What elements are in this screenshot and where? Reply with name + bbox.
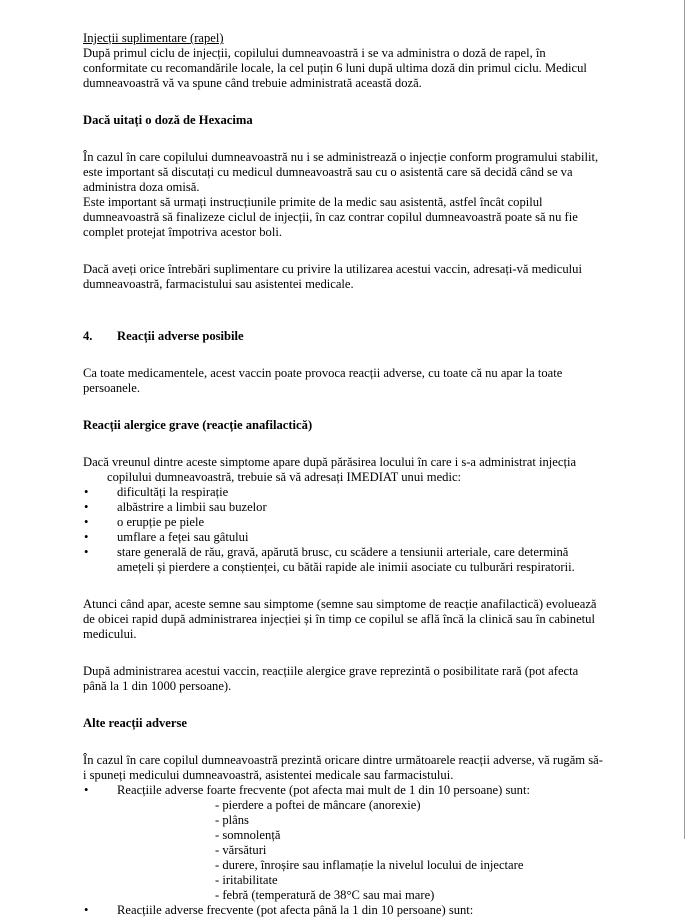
list-item: - somnolență [215, 828, 281, 842]
bullet-icon: • [84, 903, 89, 917]
bullet-icon: • [84, 515, 89, 529]
list-item: - febră (temperatură de 38°C sau mai mare) [215, 888, 435, 902]
bullet-icon: • [84, 545, 89, 559]
bullet-icon: • [84, 500, 89, 514]
common-label: Reacțiile adverse frecvente (pot afecta până la 1 din 10 persoane) sunt: [117, 903, 474, 917]
missed-dose-heading: Dacă uitați o doză de Hexacima [83, 113, 253, 127]
section-number: 4. [83, 329, 93, 343]
other-reactions-intro: În cazul în care copilul dumneavoastră prezintă oricare dintre următoarele reacții adverse, vă rugăm să-i spuneți medicului dumneavoastră, asistentei medicale sau farmacistului. [83, 753, 603, 782]
allergic-heading: Reacții alergice grave (reacție anafilactică) [83, 418, 313, 432]
document-content [83, 31, 603, 918]
list-item: • o erupție pe piele [84, 515, 205, 529]
list-item [83, 903, 603, 918]
very-common-label: Reacțiile adverse foarte frecvente (pot afecta mai mult de 1 din 10 persoane) sunt: [117, 783, 530, 797]
list-item: - vărsături [215, 843, 267, 857]
questions-paragraph: Dacă aveți orice întrebări suplimentare cu privire la utilizarea acestui vaccin, adresați-vă medicului dumneavoastră, farmacistului sau asistentei medicale. [83, 262, 582, 291]
list-item: - pierdere a poftei de mâncare (anorexie) [215, 798, 421, 812]
list-item: - plâns [215, 813, 249, 827]
rapel-paragraph: După primul ciclu de injecții, copilului dumneavoastră i se va administra o doză de rapel, în conformitate cu recomandările locale, la cel puțin 6 luni după ultima doză din primul ciclu. Medicul dumneavoastră vă va spune când trebuie administrată această doză. [83, 46, 587, 90]
bullet-icon: • [84, 485, 89, 499]
list-item: - iritabilitate [215, 873, 278, 887]
allergic-intro: Dacă vreunul dintre aceste simptome apare după părăsirea locului în care i s-a administrat injecția copilului dumneavoastră, trebuie să vă adresați IMEDIAT unui medic: [83, 455, 577, 484]
other-reactions-heading: Alte reacții adverse [83, 716, 187, 730]
allergic-symptom-list [83, 485, 603, 575]
frequency-list [83, 783, 603, 918]
section-4-intro: Ca toate medicamentele, acest vaccin poate provoca reacții adverse, cu toate că nu apar la toate persoanele. [83, 366, 563, 395]
bullet-icon: • [84, 530, 89, 544]
bullet-icon: • [84, 783, 89, 797]
very-common-list [117, 798, 603, 903]
list-item: - durere, înroșire sau inflamație la nivelul locului de injectare [215, 858, 524, 872]
missed-dose-paragraph-1: În cazul în care copilului dumneavoastră nu i se administrează o injecție conform programului stabilit, este important să discutați cu medicul dumneavoastră sau cu o asistentă care să decidă când se va administra doza omisă. [83, 150, 599, 194]
list-item [83, 783, 603, 903]
anaphylaxis-onset-paragraph: Atunci când apar, aceste semne sau simptome (semne sau simptome de reacție anafilactică) evoluează de obicei rapid după administrarea injecției și în timp ce copilul se află încă la clinică sau în cabinetul medicului. [83, 597, 597, 641]
section-title: Reacții adverse posibile [117, 329, 244, 343]
rapel-heading: Injecții suplimentare (rapel) [83, 31, 224, 45]
anaphylaxis-frequency-paragraph: După administrarea acestui vaccin, reacțiile alergice grave reprezintă o posibilitate rară (pot afecta până la 1 din 1000 persoane). [83, 664, 579, 693]
list-item: • stare generală de rău, gravă, apărută brusc, cu scădere a tensiunii arteriale, care determină amețeli și pierdere a conștienței, cu bătăi rapide ale inimii asociate cu tulburări respiratorii. [84, 545, 575, 574]
list-item: • albăstrire a limbii sau buzelor [84, 500, 267, 514]
section-4-heading [83, 329, 603, 344]
missed-dose-paragraph-2: Este important să urmați instrucțiunile primite de la medic sau asistentă, astfel încât copilul dumneavoastră să finalizeze ciclul de injecții, în caz contrar copilul dumneavoastră poate să nu fie complet protejat împotriva acestor boli. [83, 195, 578, 239]
list-item: • dificultăți la respirație [84, 485, 229, 499]
list-item: • umflare a feței sau gâtului [84, 530, 249, 544]
